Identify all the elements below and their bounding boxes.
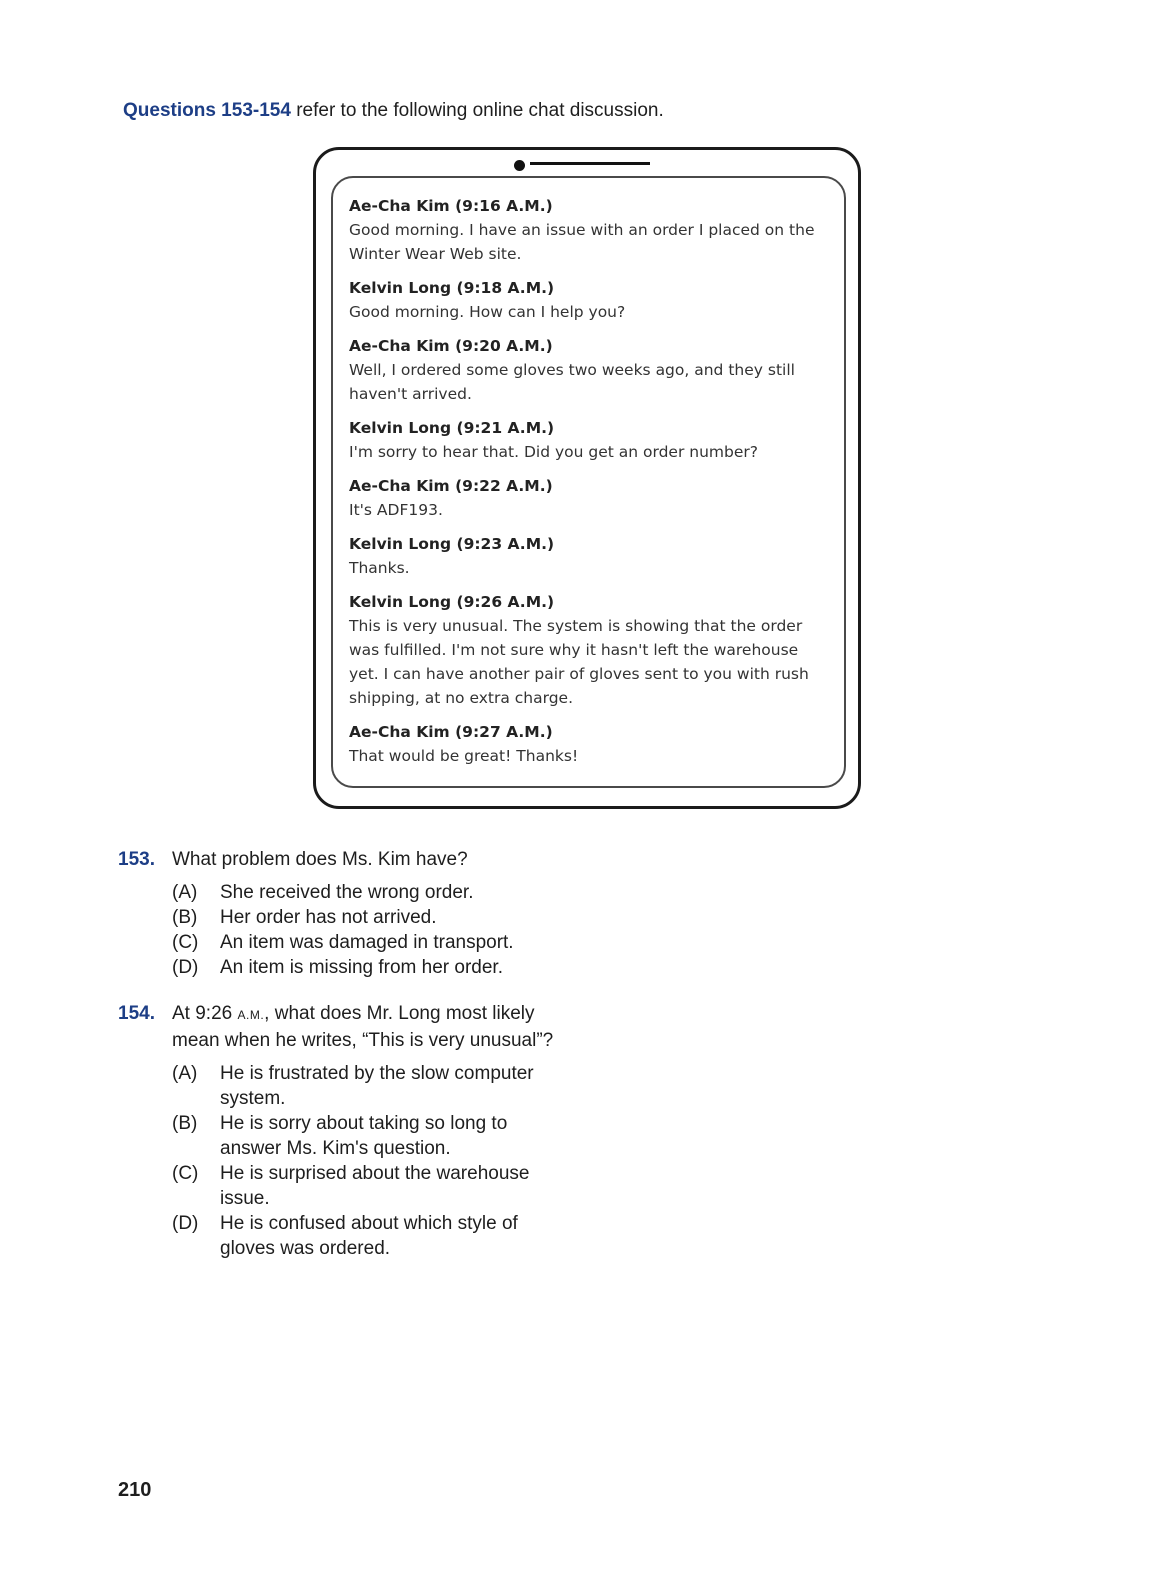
question-stem: What problem does Ms. Kim have? [172, 849, 468, 870]
message-author: Kelvin Long [349, 593, 452, 611]
message-text: This is very unusual. The system is showing that the order was fulfilled. I'm not sure why it hasn't left the warehouse yet. I can have another pair of gloves sent to you with rush shipping, at no extra charge. [349, 617, 809, 707]
question-number: 154. [118, 1003, 155, 1024]
message-header [349, 474, 830, 498]
chat-message [349, 532, 830, 580]
answer-option[interactable] [172, 1111, 560, 1161]
message-header [349, 720, 830, 744]
chat-message [349, 590, 830, 710]
chat-screen [331, 176, 846, 788]
chat-message [349, 474, 830, 522]
message-header [349, 334, 830, 358]
stem-rest: , what does Mr. Long most likely mean when he writes, “This is very unusual”? [172, 1003, 554, 1051]
question-stem [172, 1001, 572, 1053]
answer-options [172, 880, 572, 980]
option-text: Her order has not arrived. [220, 907, 437, 928]
option-label: (C) [172, 932, 199, 953]
message-header [349, 532, 830, 556]
option-text: An item is missing from her order. [220, 957, 503, 978]
option-label: (B) [172, 907, 198, 928]
questions-range: Questions 153-154 [123, 100, 291, 121]
message-header [349, 276, 830, 300]
message-author: Kelvin Long [349, 279, 452, 297]
answer-option[interactable] [172, 905, 560, 930]
message-time: (9:16 A.M.) [455, 197, 553, 215]
message-header [349, 590, 830, 614]
message-text: Good morning. How can I help you? [349, 303, 626, 321]
message-author: Ae-Cha Kim [349, 337, 450, 355]
message-time: (9:26 A.M.) [456, 593, 555, 611]
message-time: (9:23 A.M.) [456, 535, 555, 553]
option-label: (D) [172, 957, 199, 978]
message-time: (9:21 A.M.) [456, 419, 555, 437]
tablet-frame [313, 147, 861, 809]
message-text: I'm sorry to hear that. Did you get an order number? [349, 443, 758, 461]
option-text: He is surprised about the warehouse issue. [220, 1163, 530, 1209]
answer-options [172, 1061, 572, 1261]
chat-message [349, 720, 830, 768]
message-author: Ae-Cha Kim [349, 723, 450, 741]
speaker-bar [530, 162, 650, 165]
answer-option[interactable] [172, 955, 560, 980]
message-author: Ae-Cha Kim [349, 197, 450, 215]
message-header [349, 416, 830, 440]
option-label: (A) [172, 1063, 198, 1084]
answer-option[interactable] [172, 880, 560, 905]
chat-message [349, 416, 830, 464]
option-text: He is frustrated by the slow computer system. [220, 1063, 534, 1109]
stem-prefix: At 9:26 [172, 1003, 238, 1024]
answer-option[interactable] [172, 1161, 560, 1211]
message-text: Well, I ordered some gloves two weeks ago, and they still haven't arrived. [349, 361, 795, 403]
message-header [349, 194, 830, 218]
option-text: He is confused about which style of gloves was ordered. [220, 1213, 518, 1259]
message-author: Ae-Cha Kim [349, 477, 450, 495]
answer-option[interactable] [172, 1061, 560, 1111]
message-text: Thanks. [349, 559, 410, 577]
question-153 [118, 847, 572, 980]
stem-time-suffix: A.M. [237, 1008, 265, 1022]
message-text: Good morning. I have an issue with an order I placed on the Winter Wear Web site. [349, 221, 815, 263]
chat-message [349, 276, 830, 324]
message-time: (9:18 A.M.) [456, 279, 555, 297]
intro-text: refer to the following online chat discussion. [290, 100, 664, 121]
question-154 [118, 1001, 572, 1261]
camera-icon [514, 160, 525, 171]
chat-messages [349, 194, 830, 778]
message-author: Kelvin Long [349, 535, 452, 553]
answer-option[interactable] [172, 1211, 560, 1261]
option-text: An item was damaged in transport. [220, 932, 514, 953]
message-text: It's ADF193. [349, 501, 443, 519]
answer-option[interactable] [172, 930, 560, 955]
chat-message [349, 334, 830, 406]
chat-message [349, 194, 830, 266]
option-text: She received the wrong order. [220, 882, 474, 903]
option-label: (C) [172, 1163, 199, 1184]
option-label: (B) [172, 1113, 198, 1134]
message-time: (9:22 A.M.) [455, 477, 553, 495]
option-label: (D) [172, 1213, 199, 1234]
message-author: Kelvin Long [349, 419, 452, 437]
option-label: (A) [172, 882, 198, 903]
questions-intro [123, 100, 664, 122]
message-time: (9:20 A.M.) [455, 337, 553, 355]
page-number: 210 [118, 1479, 152, 1501]
question-number: 153. [118, 849, 155, 870]
option-text: He is sorry about taking so long to answer Ms. Kim's question. [220, 1113, 508, 1159]
message-text: That would be great! Thanks! [349, 747, 579, 765]
message-time: (9:27 A.M.) [455, 723, 553, 741]
